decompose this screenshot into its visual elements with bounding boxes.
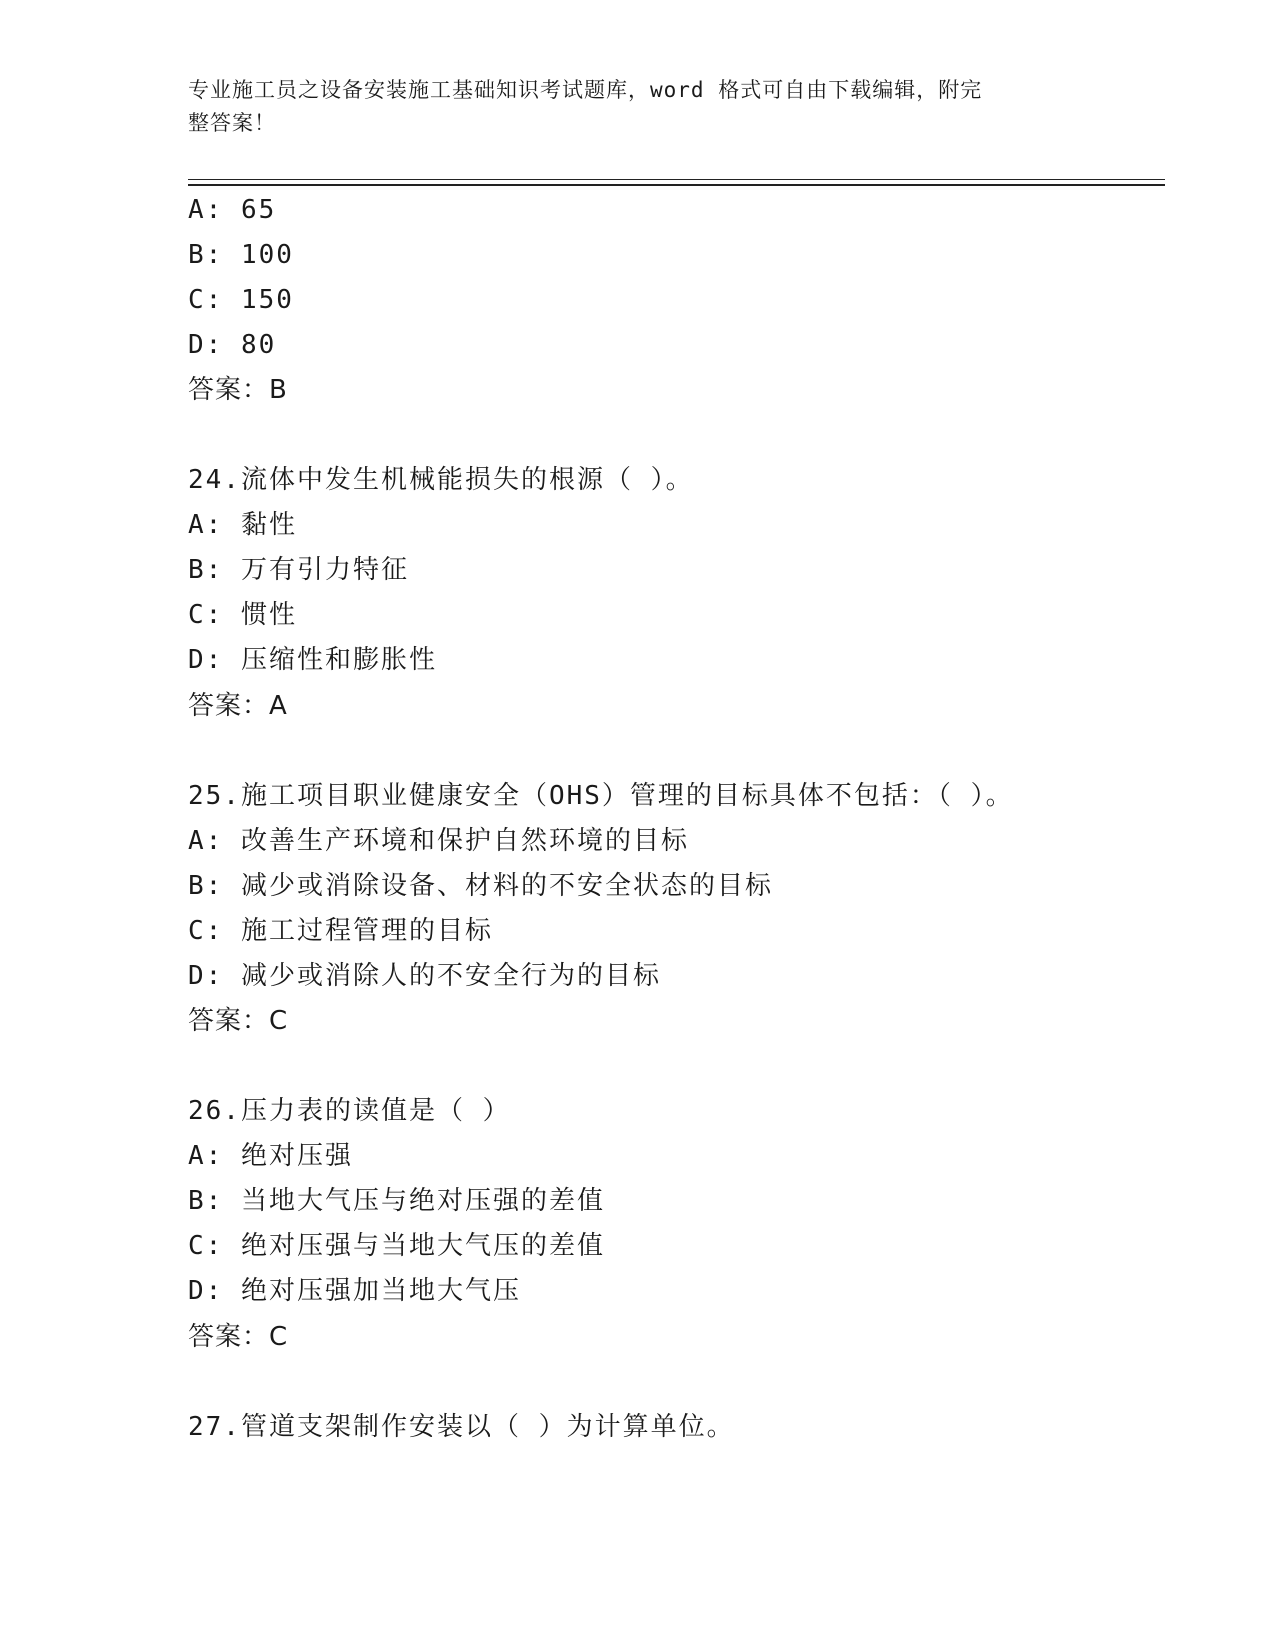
option-d: D: 80 (188, 330, 277, 360)
header-divider-thick (188, 184, 1165, 186)
option-d: D: 压缩性和膨胀性 (188, 645, 437, 675)
answer: 答案：A (188, 691, 288, 721)
question-25: 25.施工项目职业健康安全（OHS）管理的目标具体不包括：（ ）。 (188, 781, 1014, 811)
header-divider-thin (188, 179, 1165, 180)
option-b: B: 100 (188, 240, 294, 270)
option-b: B: 减少或消除设备、材料的不安全状态的目标 (188, 871, 773, 901)
option-a: A: 65 (188, 195, 277, 225)
option-b: B: 当地大气压与绝对压强的差值 (188, 1186, 605, 1216)
question-26: 26.压力表的读值是（ ） (188, 1096, 511, 1126)
option-d: D: 绝对压强加当地大气压 (188, 1276, 521, 1306)
header-line-1: 专业施工员之设备安装施工基础知识考试题库，word 格式可自由下载编辑，附完 (188, 78, 983, 102)
answer: 答案：C (188, 1006, 289, 1036)
option-c: C: 绝对压强与当地大气压的差值 (188, 1231, 605, 1261)
answer: 答案：B (188, 375, 288, 405)
option-a: A: 黏性 (188, 510, 297, 540)
option-b: B: 万有引力特征 (188, 555, 409, 585)
option-c: C: 150 (188, 285, 294, 315)
document-header (188, 74, 1068, 140)
option-c: C: 惯性 (188, 600, 297, 630)
option-a: A: 改善生产环境和保护自然环境的目标 (188, 826, 689, 856)
option-d: D: 减少或消除人的不安全行为的目标 (188, 961, 661, 991)
question-27: 27.管道支架制作安装以（ ）为计算单位。 (188, 1412, 735, 1442)
option-c: C: 施工过程管理的目标 (188, 916, 493, 946)
answer: 答案：C (188, 1322, 289, 1352)
question-24: 24.流体中发生机械能损失的根源（ ）。 (188, 465, 694, 495)
header-line-2: 整答案！ (188, 111, 276, 135)
option-a: A: 绝对压强 (188, 1141, 353, 1171)
